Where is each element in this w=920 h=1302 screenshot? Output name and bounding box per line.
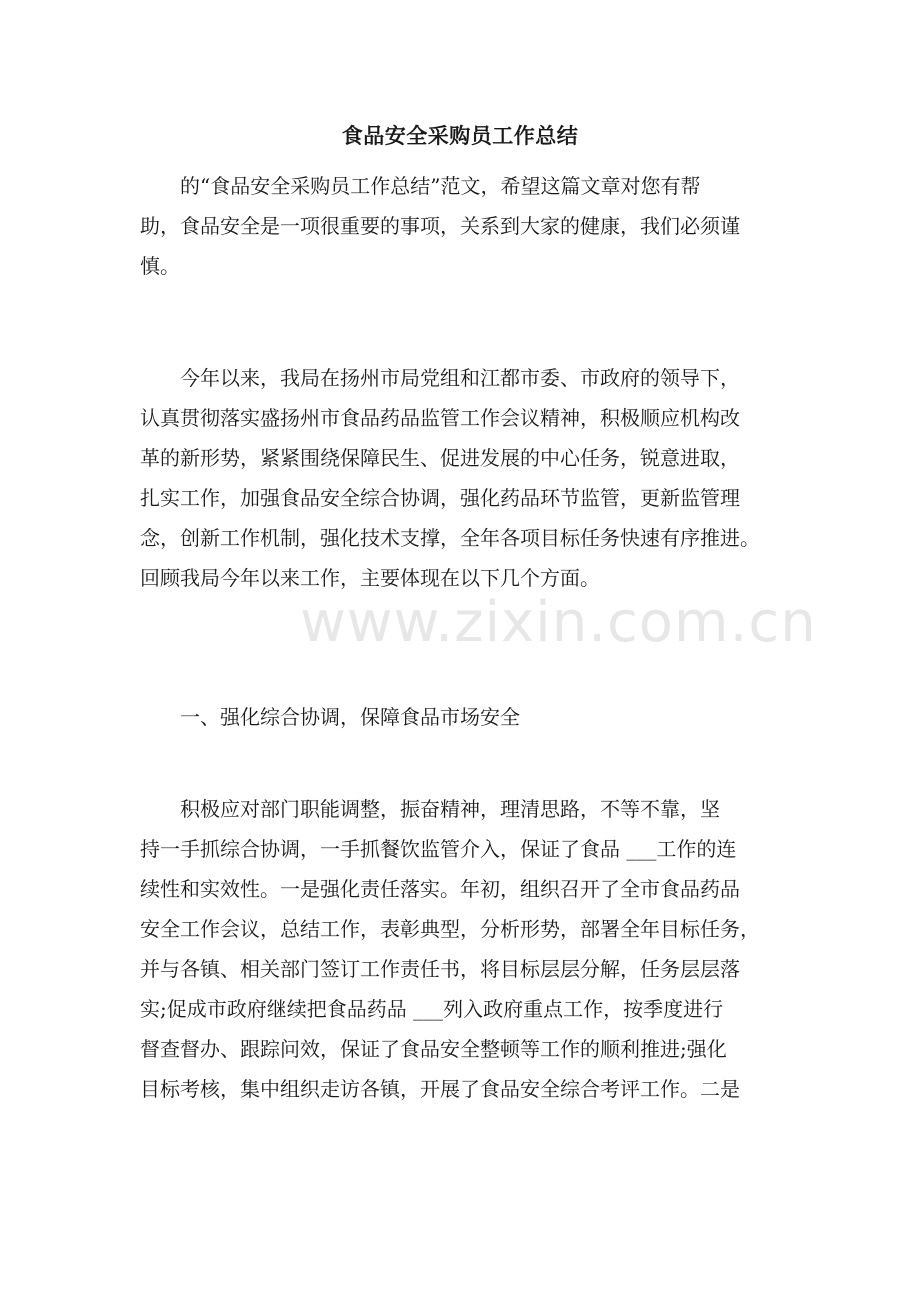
text-line: 念，创新工作机制，强化技术支撑，全年各项目标任务快速有序推进。 bbox=[140, 526, 760, 550]
text-line: 实;促成市政府继续把食品药品 ___列入政府重点工作，按季度进行 bbox=[140, 997, 724, 1021]
text-line: 助，食品安全是一项很重要的事项，关系到大家的健康，我们必须谨 bbox=[140, 214, 740, 238]
watermark: www.zixin.com.cn bbox=[300, 590, 817, 655]
text-line: 督查督办、跟踪问效，保证了食品安全整顿等工作的顺利推进;强化 bbox=[140, 1037, 727, 1061]
text-line: 目标考核，集中组织走访各镇，开展了食品安全综合考评工作。二是 bbox=[140, 1077, 740, 1101]
body-paragraph bbox=[140, 358, 785, 598]
text-line: 认真贯彻落实盛扬州市食品药品监管工作会议精神，积极顺应机构改 bbox=[140, 406, 740, 430]
text-line: 积极应对部门职能调整，振奋精神，理清思路，不等不靠，坚 bbox=[140, 797, 720, 821]
text-line: 革的新形势，紧紧围绕保障民生、促进发展的中心任务，锐意进取， bbox=[140, 446, 740, 470]
body-paragraph bbox=[140, 789, 785, 1109]
section-heading bbox=[140, 697, 785, 737]
text-line: 慎。 bbox=[140, 254, 180, 278]
text-line: 安全工作会议，总结工作，表彰典型，分析形势，部署全年目标任务， bbox=[140, 917, 760, 941]
text-line: 扎实工作，加强食品安全综合协调，强化药品环节监管，更新监管理 bbox=[140, 486, 740, 510]
intro-paragraph bbox=[140, 166, 785, 286]
text-line: 持一手抓综合协调，一手抓餐饮监管介入，保证了食品 ___工作的连 bbox=[140, 837, 737, 861]
text-line: 的“食品安全采购员工作总结”范文，希望这篇文章对您有帮 bbox=[140, 174, 701, 198]
text-line: 今年以来，我局在扬州市局党组和江都市委、市政府的领导下， bbox=[140, 366, 740, 390]
text-line: 一、强化综合协调，保障食品市场安全 bbox=[140, 705, 520, 729]
document-title: 食品安全采购员工作总结 bbox=[341, 124, 579, 148]
text-line: 续性和实效性。一是强化责任落实。年初，组织召开了全市食品药品 bbox=[140, 877, 740, 901]
text-line: 并与各镇、相关部门签订工作责任书，将目标层层分解，任务层层落 bbox=[140, 957, 740, 981]
text-line: 回顾我局今年以来工作，主要体现在以下几个方面。 bbox=[140, 566, 600, 590]
